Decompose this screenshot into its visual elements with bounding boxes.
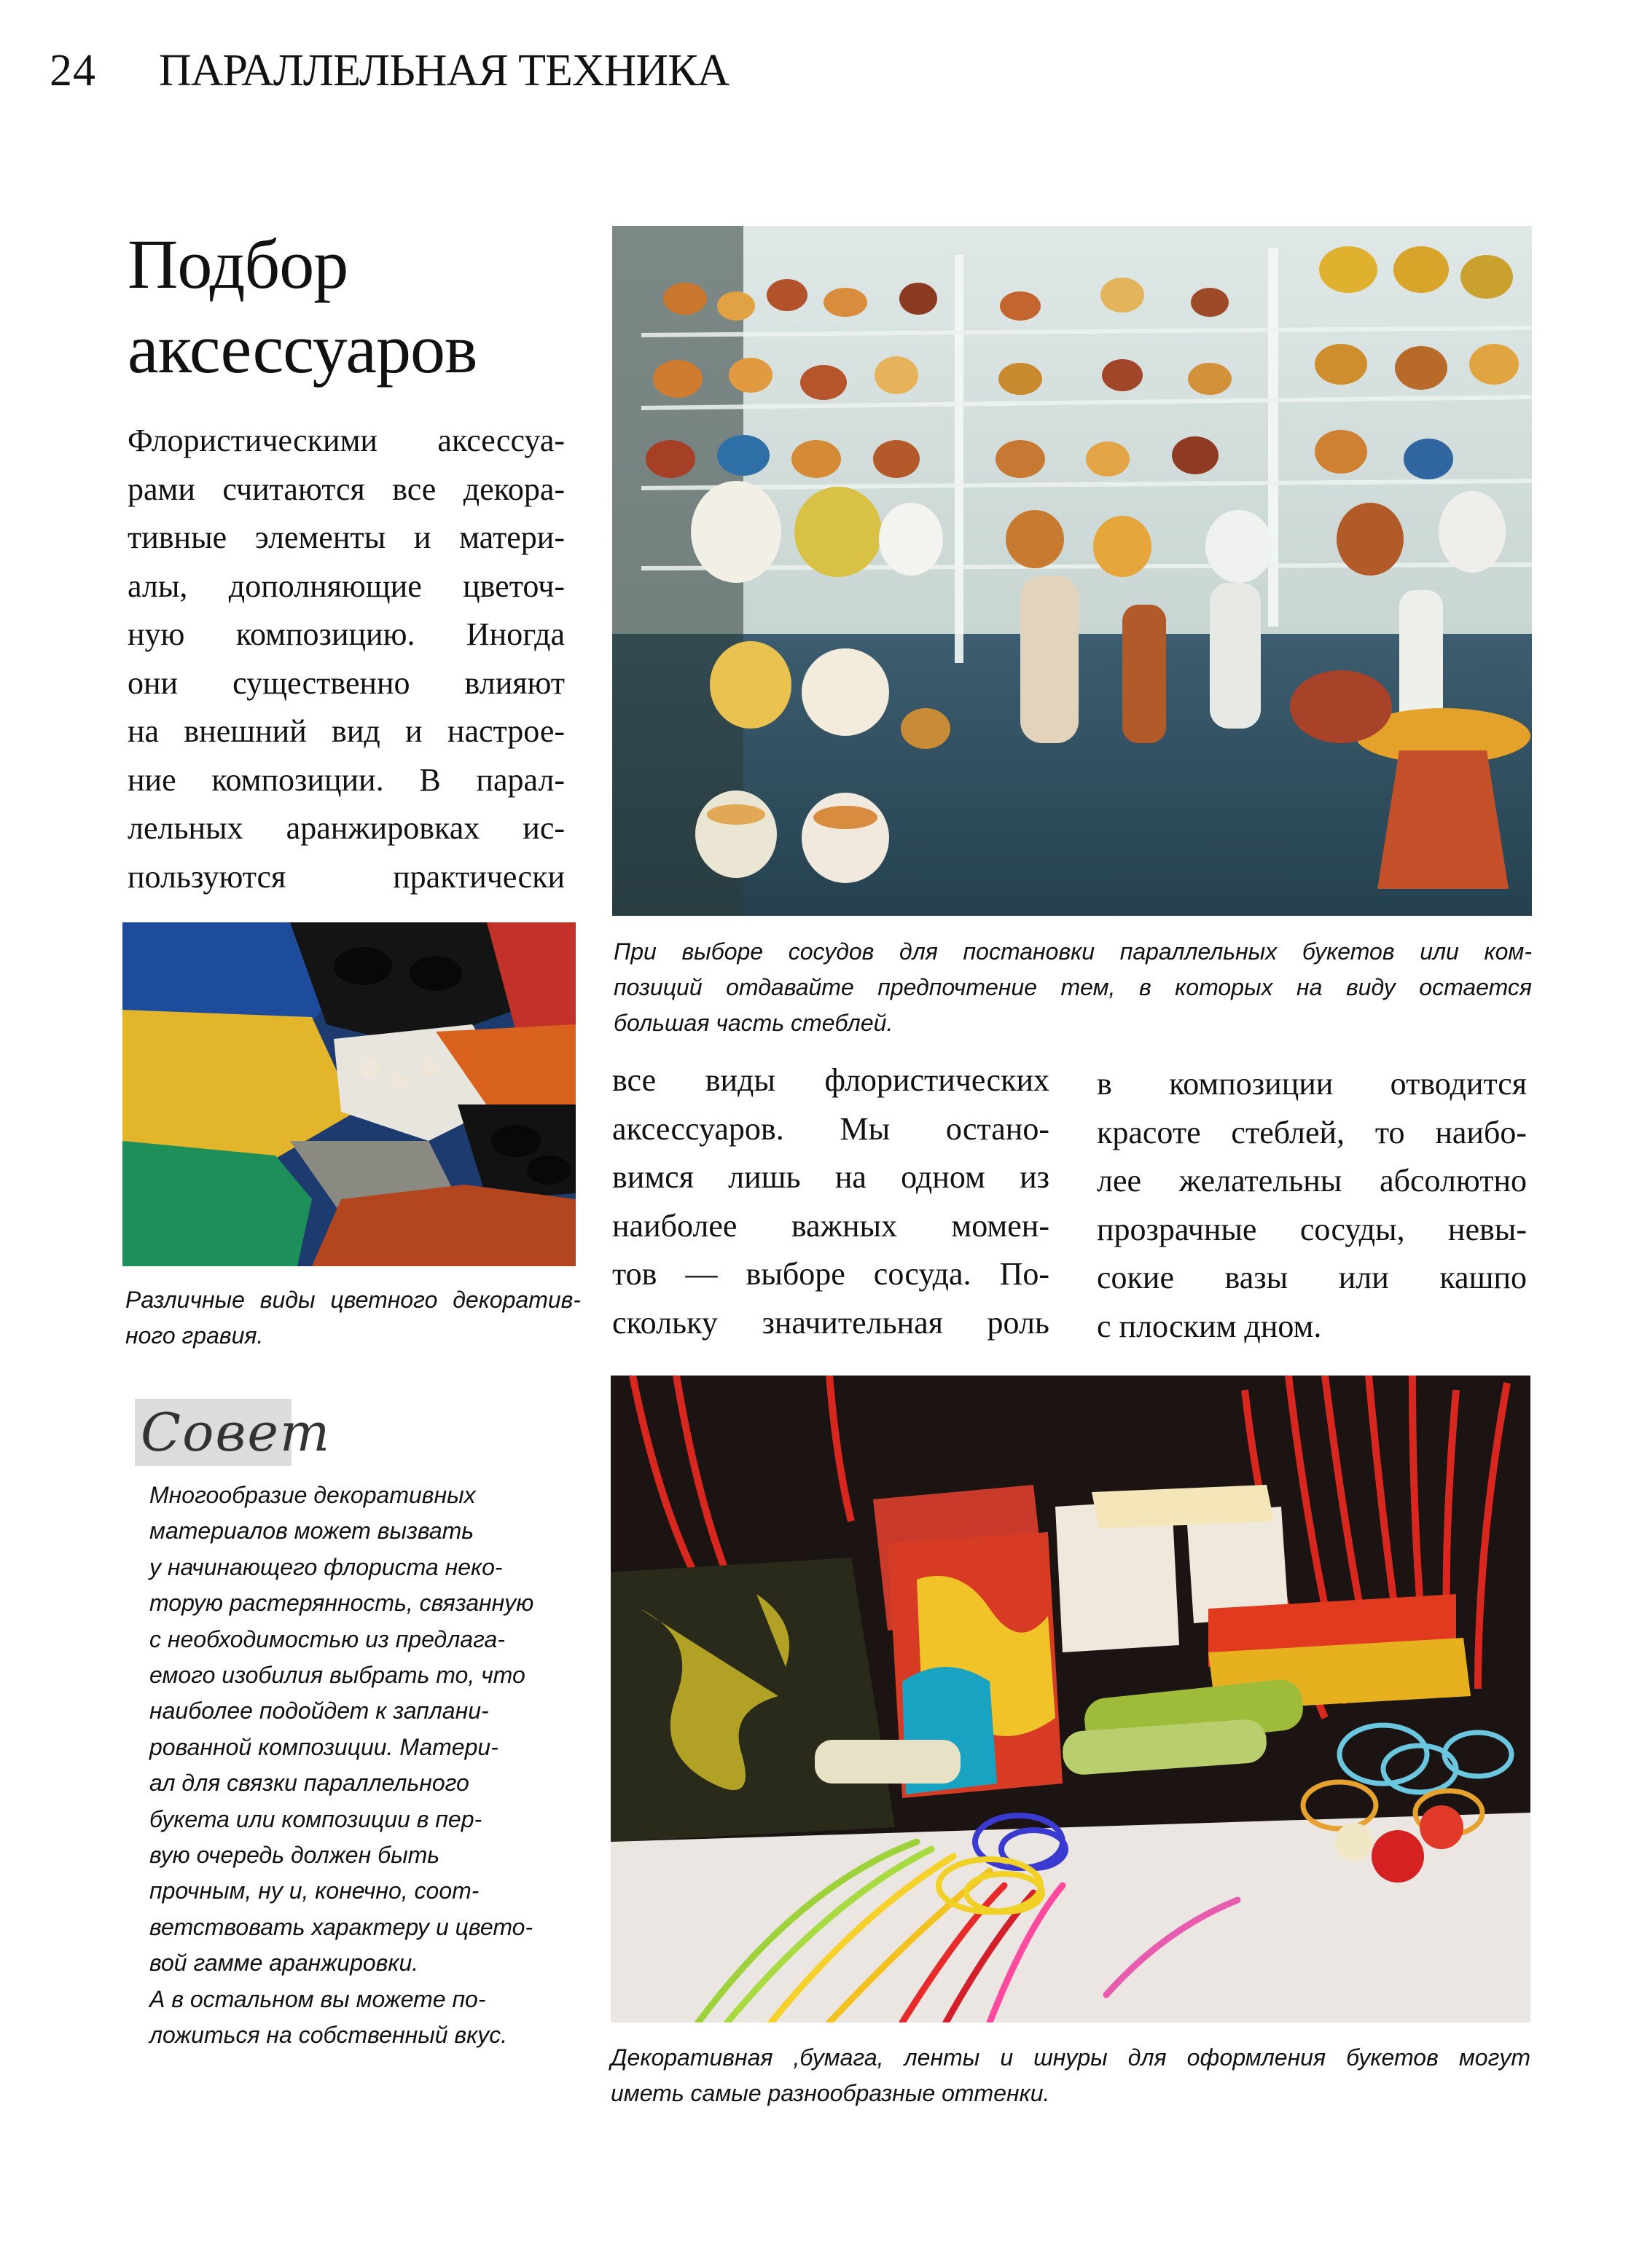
article-title-line: аксессуаров [128, 310, 477, 388]
tip-line: с необходимостью из предлага- [149, 1625, 505, 1652]
decorative-paper-photo [611, 1376, 1530, 2022]
intro-paragraph [128, 417, 565, 901]
text-line: красоте стеблей, то наибо- [1097, 1114, 1527, 1150]
tip-line: Многообразие декоративных [149, 1482, 476, 1508]
tip-heading-text: Совет [141, 1402, 332, 1463]
text-line: ную композицию. Иногда [128, 616, 565, 652]
text-line: наиболее важных момен- [612, 1207, 1049, 1244]
running-header [50, 45, 729, 111]
body-paragraph-middle [612, 1056, 1049, 1347]
caption-gravel [125, 1282, 581, 1354]
text-line: тивные элементы и матери- [128, 519, 565, 555]
text-line: рами считаются все декора- [128, 471, 565, 507]
tip-line: рованной композиции. Матери- [149, 1733, 498, 1760]
caption-line: Различные виды цветного декоратив- [125, 1287, 581, 1313]
page-number: 24 [50, 46, 96, 95]
text-line: пользуются практически [128, 858, 565, 895]
tip-line: прочным, ну и, конечно, соот- [149, 1877, 480, 1904]
text-line: ние композиции. В парал- [128, 761, 565, 798]
caption-line: ного гравия. [125, 1322, 264, 1349]
tip-text [149, 1478, 554, 2054]
gravel-illustration [122, 922, 576, 1266]
pottery-shop-illustration [612, 226, 1532, 916]
text-line: прозрачные сосуды, невы- [1097, 1211, 1527, 1247]
text-line: сокие вазы или кашпо [1097, 1260, 1527, 1295]
text-line: на внешний вид и настрое- [128, 713, 565, 749]
text-line: аксессуаров. Мы остано- [612, 1110, 1049, 1147]
tip-line: ложиться на собственный вкус. [149, 2022, 508, 2049]
caption-pottery-shop [614, 934, 1532, 1041]
tip-line: торую растерянность, связанную [149, 1590, 534, 1617]
caption-line: позиций отдавайте предпочтение тем, в которых на виду остается [614, 974, 1532, 1000]
tip-line: вой гамме аранжировки. [149, 1950, 419, 1977]
pottery-shop-photo [612, 226, 1532, 916]
caption-decorative-paper [611, 2040, 1530, 2111]
section-title: ПАРАЛЛЕЛЬНАЯ ТЕХНИКА [159, 46, 730, 95]
body-paragraph-right [1097, 1060, 1527, 1351]
gravel-photo [122, 922, 576, 1266]
tip-line: букета или композиции в пер- [149, 1805, 482, 1832]
tip-line: материалов может вызвать [149, 1518, 474, 1545]
text-line: лее желательны абсолютно [1097, 1163, 1527, 1198]
text-line: алы, дополняющие цветоч- [128, 568, 565, 604]
article-title-line: Подбор [128, 225, 348, 303]
text-line: тов — выборе сосуда. По- [612, 1256, 1049, 1292]
text-line: лельных аранжировках ис- [128, 810, 565, 846]
text-line: вимся лишь на одном из [612, 1159, 1049, 1195]
tip-line: наиболее подойдет к заплани- [149, 1698, 489, 1724]
caption-line: иметь самые разнообразные оттенки. [611, 2080, 1050, 2106]
article-title [128, 222, 594, 391]
tip-line: вую очередь должен быть [149, 1842, 440, 1869]
text-line: с плоским дном. [1097, 1308, 1322, 1344]
text-line: все виды флористических [612, 1062, 1049, 1098]
text-line: они существенно влияют [128, 664, 565, 701]
tip-line: у начинающего флориста неко- [149, 1553, 503, 1580]
text-line: скольку значительная роль [612, 1304, 1049, 1341]
tip-line: ветствовать характеру и цвето- [149, 1913, 533, 1940]
caption-line: Декоративная ,бумага, ленты и шнуры для оформления букетов могут [611, 2044, 1530, 2071]
decorative-paper-illustration [611, 1376, 1530, 2022]
tip-line: А в остальном вы можете по- [149, 1985, 486, 2012]
text-line: в композиции отводится [1097, 1066, 1527, 1102]
caption-line: При выборе сосудов для постановки параллельных букетов или ком- [614, 938, 1532, 965]
tip-line: емого изобилия выбрать то, что [149, 1662, 525, 1689]
tip-heading [135, 1399, 332, 1466]
text-line: Флористическими аксессуа- [128, 423, 565, 458]
caption-line: большая часть стеблей. [614, 1010, 893, 1036]
tip-line: ал для связки параллельного [149, 1770, 469, 1797]
